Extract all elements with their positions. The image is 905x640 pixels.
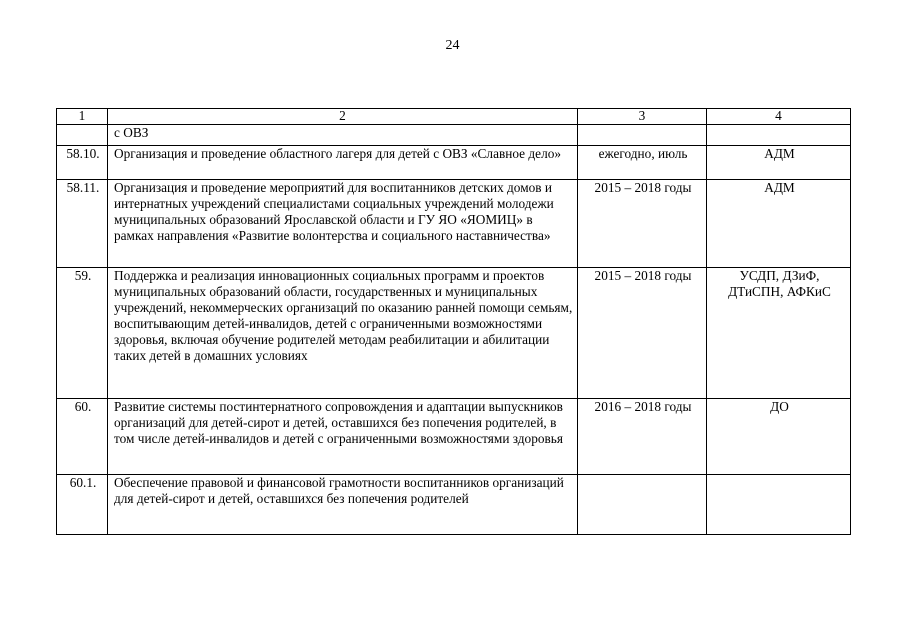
table-row xyxy=(57,146,851,180)
row-term: 2016 – 2018 годы xyxy=(578,399,707,475)
table-row xyxy=(57,180,851,268)
table-row xyxy=(57,125,851,146)
table-header-row xyxy=(57,109,851,125)
row-term: ежегодно, июль xyxy=(578,146,707,180)
row-number: 58.10. xyxy=(57,146,108,180)
row-number: 60.1. xyxy=(57,475,108,535)
row-executor xyxy=(707,125,851,146)
row-executor xyxy=(707,475,851,535)
row-text: Организация и проведение мероприятий для воспитанников детских домов и интернатных учреждений специалистами социальных учреждений молодежи муниципальных образований Ярославской области и ГУ ЯО «ЯОМИЦ» в рамках направления «Развитие волонтерства и социального наставничества» xyxy=(108,180,578,268)
table-row xyxy=(57,268,851,399)
row-number: 60. xyxy=(57,399,108,475)
row-executor: УСДП, ДЗиФ, ДТиСПН, АФКиС xyxy=(707,268,851,399)
page-number: 24 xyxy=(445,38,460,53)
table-row xyxy=(57,399,851,475)
row-text: Организация и проведение областного лагеря для детей с ОВЗ «Славное дело» xyxy=(108,146,578,180)
measures-table xyxy=(56,108,851,535)
table-row xyxy=(57,475,851,535)
row-term: 2015 – 2018 годы xyxy=(578,180,707,268)
row-executor: АДМ xyxy=(707,146,851,180)
row-number: 58.11. xyxy=(57,180,108,268)
row-term: 2015 – 2018 годы xyxy=(578,268,707,399)
row-executor: ДО xyxy=(707,399,851,475)
row-number: 59. xyxy=(57,268,108,399)
row-term xyxy=(578,125,707,146)
row-text: Поддержка и реализация инновационных социальных программ и проектов муниципальных образований области, государственных и муниципальных учреждений, некоммерческих организаций по оказанию ранней помощи семьям, воспитывающим детей-инвалидов, детей с ограниченными возможностями здоровья, включая обучение родителей методам реабилитации и абилитации таких детей в домашних условиях xyxy=(108,268,578,399)
header-col-1: 1 xyxy=(57,109,108,125)
header-col-3: 3 xyxy=(578,109,707,125)
row-term xyxy=(578,475,707,535)
row-text: с ОВЗ xyxy=(108,125,578,146)
row-text: Обеспечение правовой и финансовой грамотности воспитанников организаций для детей-сирот и детей, оставшихся без попечения родителей xyxy=(108,475,578,535)
header-col-4: 4 xyxy=(707,109,851,125)
header-col-2: 2 xyxy=(108,109,578,125)
row-number xyxy=(57,125,108,146)
row-text: Развитие системы постинтернатного сопровождения и адаптации выпускников организаций для детей-сирот и детей, оставшихся без попечения родителей, в том числе детей-инвалидов и детей с ограниченными возможностями здоровья xyxy=(108,399,578,475)
row-executor: АДМ xyxy=(707,180,851,268)
